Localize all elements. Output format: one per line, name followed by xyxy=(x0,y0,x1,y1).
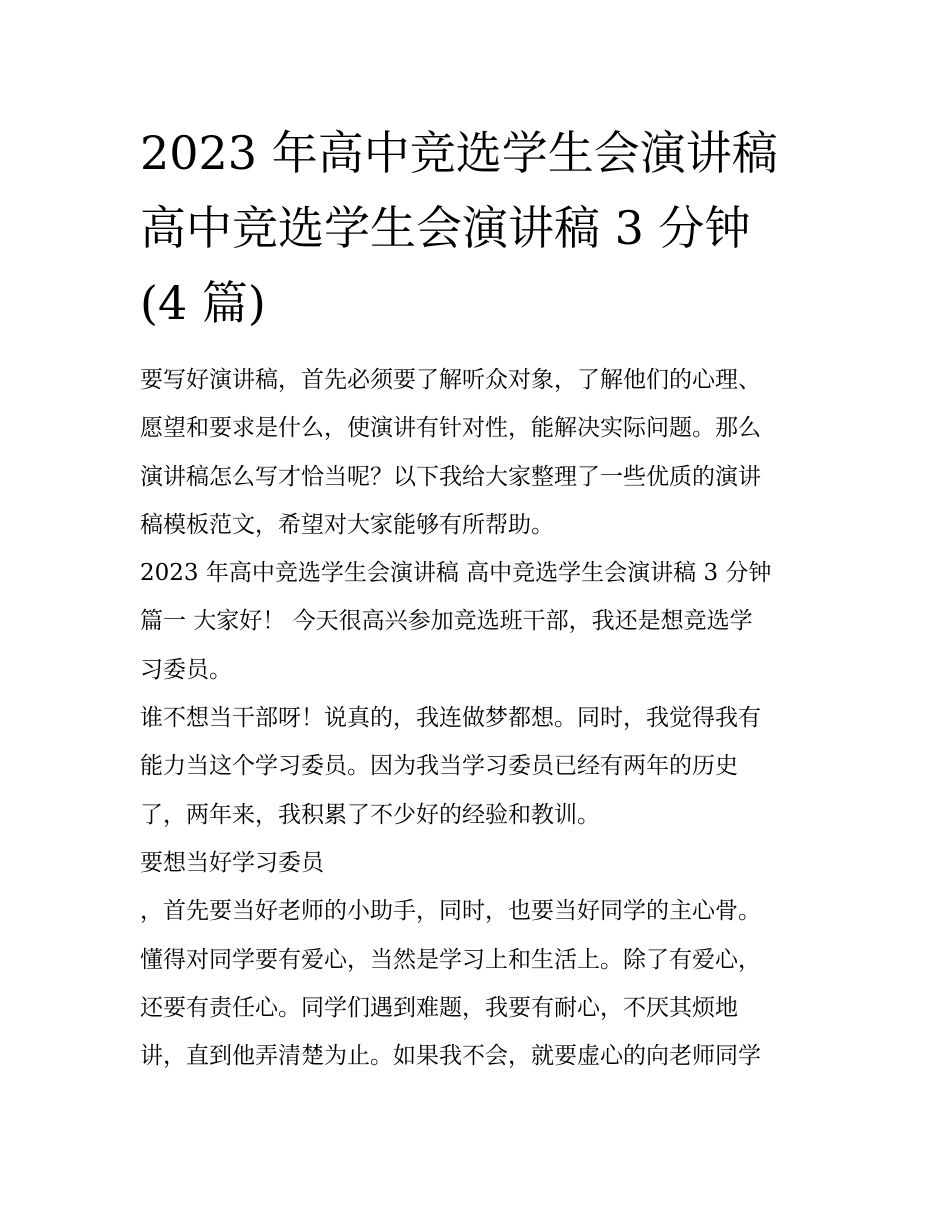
title-line: 高中竞选学生会演讲稿 3 分钟 xyxy=(140,201,751,255)
body-line: 稿模板范文，希望对大家能够有所帮助。 xyxy=(140,511,554,538)
document-title xyxy=(140,116,830,341)
body-line: 2023 年高中竞选学生会演讲稿 高中竞选学生会演讲稿 3 分钟 xyxy=(140,560,772,587)
body-line: 要写好演讲稿，首先必须要了解听众对象，了解他们的心理、 xyxy=(140,367,761,393)
body-line: 还要有责任心。同学们遇到难题，我要有耐心，不厌其烦地 xyxy=(140,994,738,1021)
body-line: 了，两年来，我积累了不少好的经验和教训。 xyxy=(140,801,600,828)
body-line: 讲，直到他弄清楚为止。如果我不会，就要虚心的向老师同学 xyxy=(140,1043,761,1070)
title-line: 2023 年高中竞选学生会演讲稿 xyxy=(140,126,778,180)
body-line: 谁不想当干部呀！说真的，我连做梦都想。同时，我觉得我有 xyxy=(140,705,761,732)
body-line: 习委员。 xyxy=(140,656,232,683)
body-line: 能力当这个学习委员。因为我当学习委员已经有两年的历史 xyxy=(140,753,738,780)
body-line: 要想当好学习委员 xyxy=(140,849,324,876)
document-body xyxy=(140,356,820,1080)
body-line: 篇一 大家好！ 今天很高兴参加竞选班干部，我还是想竞选学 xyxy=(140,608,753,635)
body-line: ，首先要当好老师的小助手，同时，也要当好同学的主心骨。 xyxy=(140,898,761,925)
body-line: 懂得对同学要有爱心，当然是学习上和生活上。除了有爱心， xyxy=(140,946,761,973)
body-line: 愿望和要求是什么，使演讲有针对性，能解决实际问题。那么 xyxy=(140,415,761,442)
title-line: (4 篇) xyxy=(140,276,266,330)
body-line: 演讲稿怎么写才恰当呢？以下我给大家整理了一些优质的演讲 xyxy=(140,463,761,490)
